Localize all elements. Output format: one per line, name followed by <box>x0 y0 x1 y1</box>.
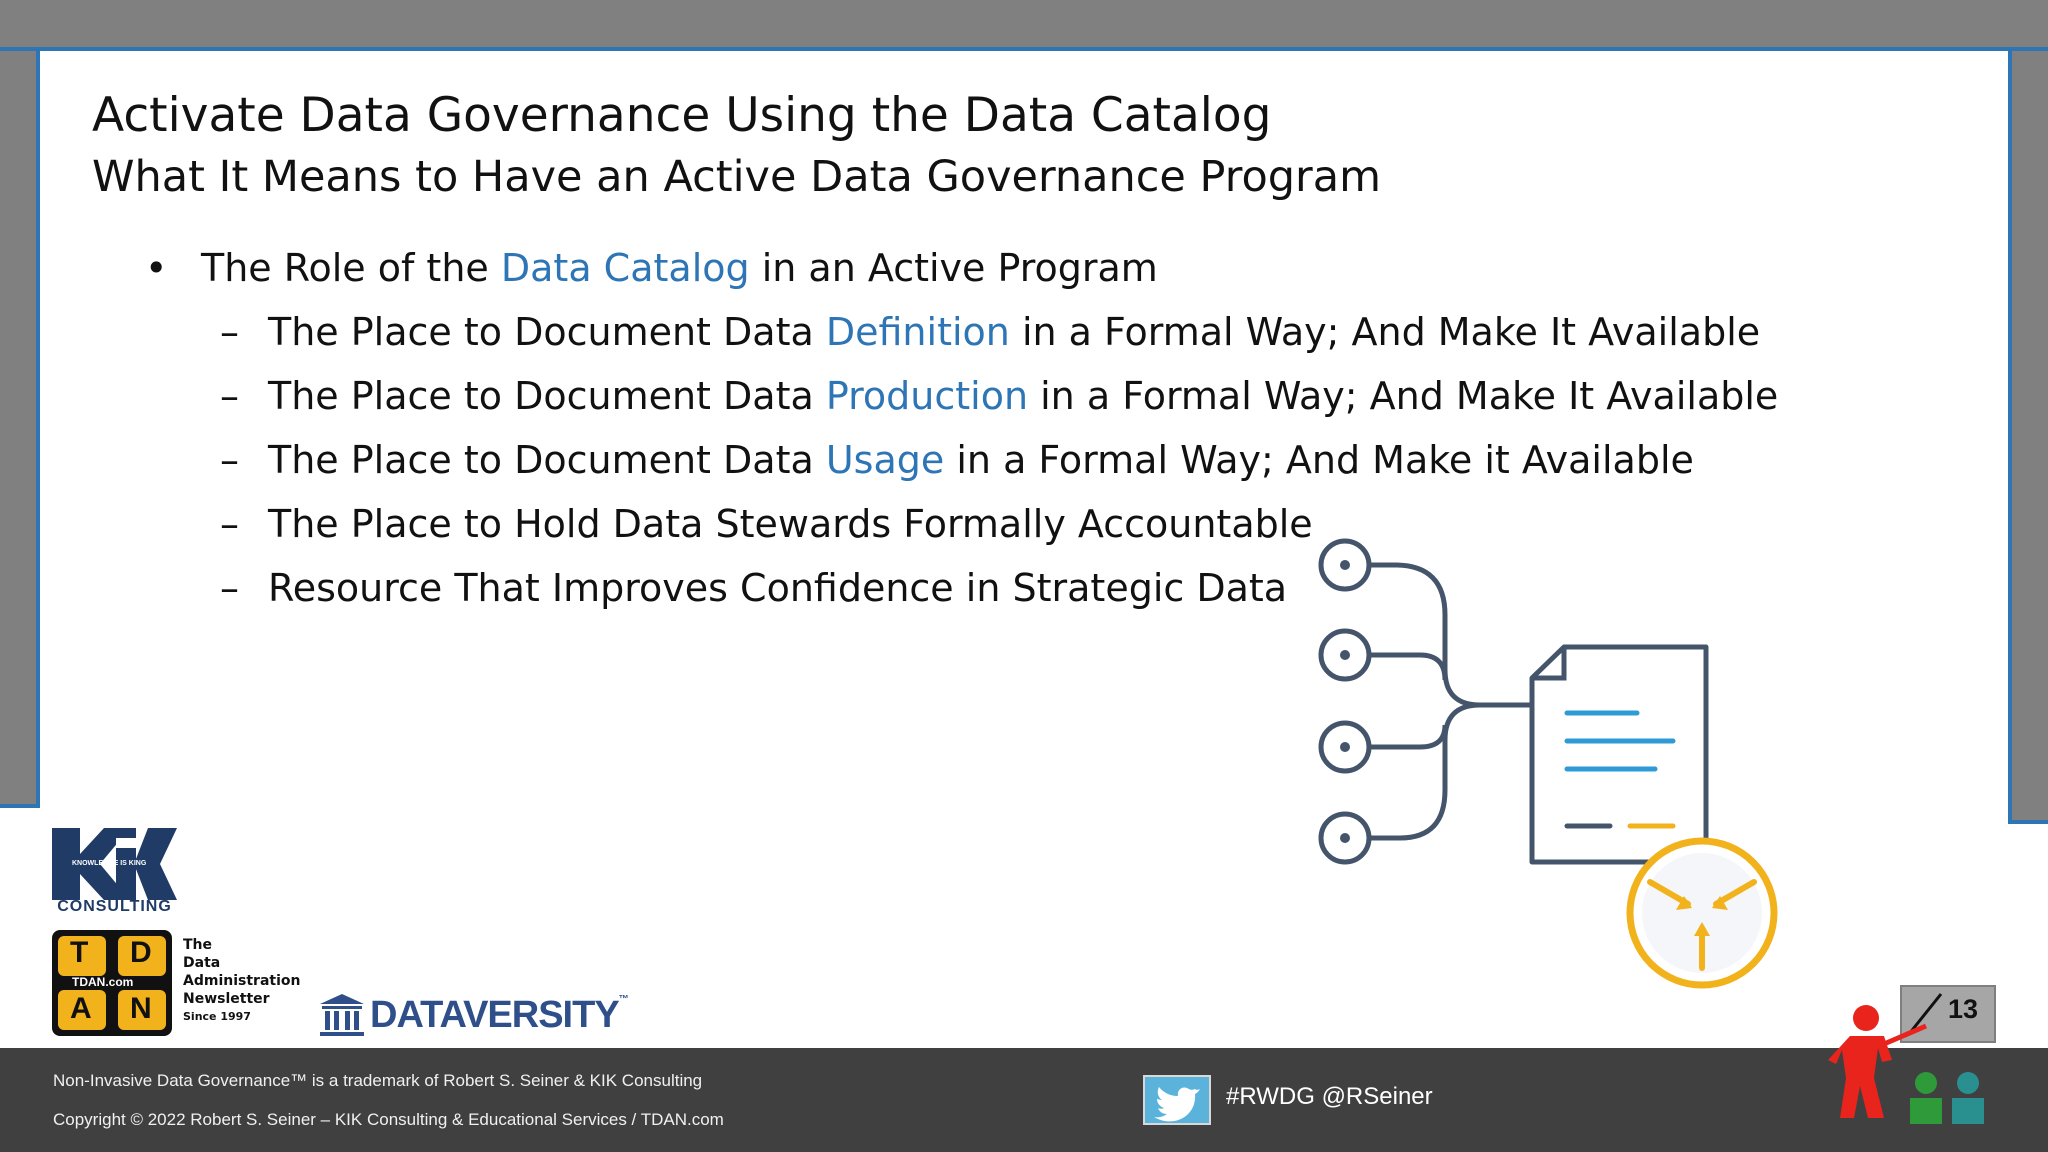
footer-trademark: Non-Invasive Data Governance™ is a trademark of Robert S. Seiner & KIK Consulting <box>53 1071 703 1090</box>
sub-item-dash: – <box>220 566 239 610</box>
twitter-icon[interactable] <box>1143 1075 1211 1125</box>
presenter-figure-icon <box>1828 1000 1998 1125</box>
footer-bar <box>0 1048 2048 1152</box>
connector-dots <box>1340 560 1350 843</box>
sub-item-dash: – <box>220 310 239 354</box>
frame-left-bar <box>0 51 40 808</box>
sub-item-before: The Place to Document Data <box>268 310 826 354</box>
bullet-text-after: in an Active Program <box>749 246 1158 290</box>
tdan-letter-n: N <box>130 992 152 1025</box>
sub-item-before: The Place to Document Data <box>268 438 826 482</box>
footer-copyright: Copyright © 2022 Robert S. Seiner – KIK Consulting & Educational Services / TDAN.com <box>53 1110 724 1129</box>
twitter-hashtag[interactable]: #RWDG @RSeiner <box>1226 1083 1433 1110</box>
frame-right-bar <box>2008 51 2048 824</box>
dataversity-tm: ™ <box>618 994 628 1005</box>
dataversity-building-icon <box>320 994 364 1036</box>
tdan-line: Administration <box>183 973 301 989</box>
tdan-since: Since 1997 <box>183 1010 251 1023</box>
kik-tagline: KNOWLEDGE IS KING <box>72 860 147 867</box>
dataversity-logo <box>370 994 628 1037</box>
sub-item-highlight: Definition <box>825 310 1010 354</box>
sub-item-before: Resource That Improves Confidence in Strategic Data <box>268 566 1288 610</box>
twitter-bird-shape <box>1145 1077 1209 1123</box>
tdan-line: Newsletter <box>183 991 270 1007</box>
tdan-domain: TDAN.com <box>72 975 134 989</box>
sub-item-text <box>268 438 1694 482</box>
dataversity-wordmark: DATAVERSITY <box>370 994 619 1036</box>
document-icon <box>1567 713 1673 769</box>
tdan-letter-a: A <box>70 992 92 1025</box>
tdan-line: The <box>183 937 213 953</box>
data-catalog-illustration <box>1300 525 1800 1005</box>
bullet-marker: • <box>145 246 168 290</box>
tdan-line: Data <box>183 955 221 971</box>
sub-item-highlight: Production <box>825 374 1029 418</box>
sub-item-after: in a Formal Way; And Make it Available <box>944 438 1694 482</box>
tdan-newsletter-text <box>183 936 300 1026</box>
slide-title: Activate Data Governance Using the Data Catalog <box>92 88 1272 143</box>
page-number: 13 <box>1948 994 1979 1024</box>
bullet-highlight: Data Catalog <box>500 246 750 290</box>
tdan-logo <box>52 930 172 1040</box>
sub-item-before: The Place to Hold Data Stewards Formally Accountable <box>268 502 1313 546</box>
sub-item-text <box>268 566 1287 610</box>
sub-item-dash: – <box>220 438 239 482</box>
bullet-text <box>201 246 1158 290</box>
sub-item-dash: – <box>220 502 239 546</box>
sub-item-after: in a Formal Way; And Make It Available <box>1009 310 1761 354</box>
sub-item-after: in a Formal Way; And Make It Available <box>1028 374 1779 418</box>
tdan-letter-d: D <box>130 936 152 969</box>
tdan-letter-t: T <box>70 936 89 969</box>
sub-item-text <box>268 502 1313 546</box>
sub-item-text <box>268 374 1778 418</box>
sub-item-dash: – <box>220 374 239 418</box>
frame-top-bar <box>0 0 2048 51</box>
sub-item-before: The Place to Document Data <box>268 374 826 418</box>
converge-arrows-icon <box>1630 841 1774 985</box>
kik-consulting-label: CONSULTING <box>57 898 172 915</box>
slide-subtitle: What It Means to Have an Active Data Governance Program <box>92 152 1381 202</box>
bullet-text-before: The Role of the <box>201 246 501 290</box>
sub-item-text <box>268 310 1760 354</box>
sub-item-highlight: Usage <box>825 438 945 482</box>
